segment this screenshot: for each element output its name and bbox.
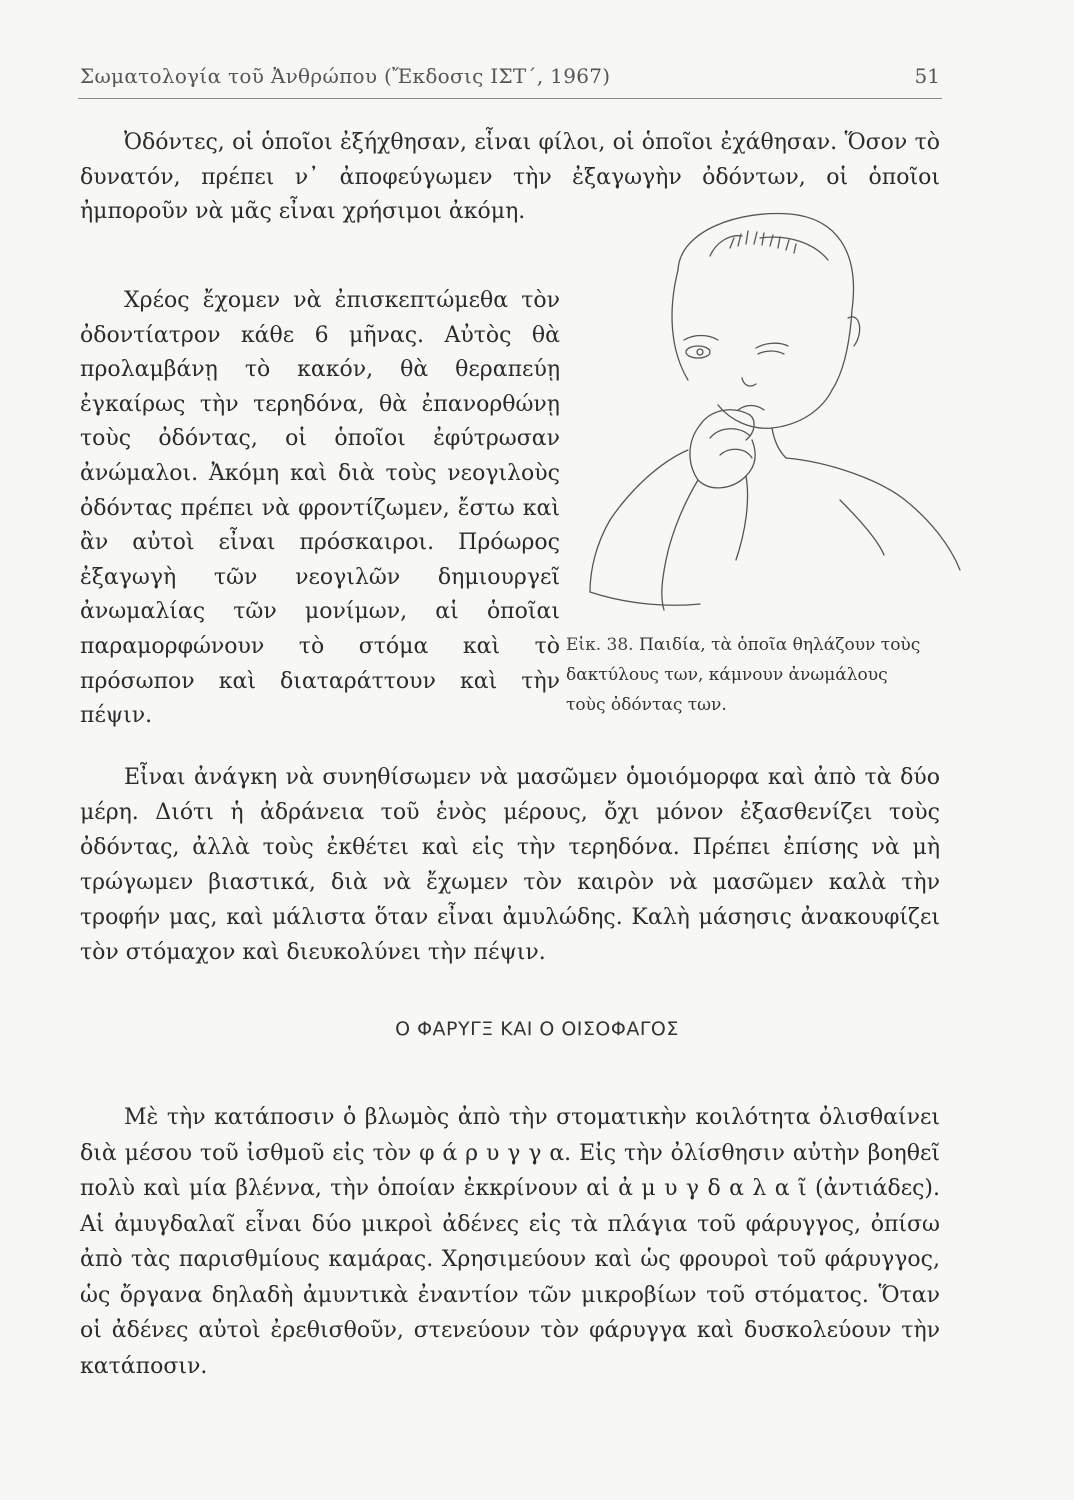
- paragraph-dentist-visits: Χρέος ἔχομεν νὰ ἐπισκεπτώμεθα τὸν ὀδοντίατρον κάθε 6 μῆνας. Αὐτὸς θὰ προλαμβάνῃ τὸ κακόν, θὰ θεραπεύῃ ἐγκαίρως τὴν τερηδόνα, θὰ ἐπανορθώνῃ τοὺς ὀδόντας, οἱ ὁποῖοι ἐφύτρωσαν ἀνώμαλοι. Ἀκόμη καὶ διὰ τοὺς νεογιλοὺς ὀδόντας πρέπει νὰ φροντίζωμεν, ἔστω καὶ ἂν αὐτοὶ εἶναι πρόσκαιροι. Πρόωρος ἐξαγωγὴ τῶν νεογιλῶν δημιουργεῖ ἀνωμαλίας τῶν μονίμων, αἱ ὁποῖαι παραμορφώνουν τὸ στόμα καὶ τὸ πρόσωπον καὶ διαταράττουν καὶ τὴν πέψιν.: [80, 288, 560, 729]
- page-number: 51: [914, 64, 940, 88]
- running-header: [80, 60, 940, 94]
- figure-caption-text: Παιδία, τὰ ὁποῖα θηλάζουν τοὺς δακτύλους των, κάμνουν ἀνωμάλους τοὺς ὀδόντας των.: [566, 635, 921, 715]
- figure-child-sucking-fingers: [560, 200, 980, 630]
- running-title: Σωματολογία τοῦ Ἀνθρώπου (Ἔκδοσις ΙΣΤ΄, 1967): [80, 64, 611, 88]
- section-heading: Ο ΦΑΡΥΓΞ ΚΑΙ Ο ΟΙΣΟΦΑΓΟΣ: [395, 1018, 679, 1040]
- figure-caption: [566, 630, 926, 720]
- paragraph-pharynx: Μὲ τὴν κατάποσιν ὁ βλωμὸς ἀπὸ τὴν στοματικὴν κοιλότητα ὀλισθαίνει διὰ μέσου τοῦ ἰσθμοῦ εἰς τὸν φ ά ρ υ γ γ α. Εἰς τὴν ὀλίσθησιν αὐτὴν βοηθεῖ πολὺ καὶ μία βλέννα, τὴν ὁποίαν ἐκκρίνουν αἱ ἀ μ υ γ δ α λ α ῖ (ἀντιάδες). Αἱ ἀμυγδαλαῖ εἶναι δύο μικροὶ ἀδένες εἰς τὰ πλάγια τοῦ φάρυγγος, ὀπίσω ἀπὸ τὰς παρισθμίους καμάρας. Χρησιμεύουν καὶ ὡς φρουροὶ τοῦ φάρυγγος, ὡς ὄργανα δηλαδὴ ἀμυντικὰ ἐναντίον τῶν μικροβίων τοῦ στόματος. Ὅταν οἱ ἀδένες αὐτοὶ ἐρεθισθοῦν, στενεύουν τὸν φάρυγγα καὶ δυσκολεύουν τὴν κατάποσιν.: [80, 1105, 940, 1379]
- paragraph-extracted-teeth: Ὀδόντες, οἱ ὁποῖοι ἐξήχθησαν, εἶναι φίλοι, οἱ ὁποῖοι ἐχάθησαν. Ὅσον τὸ δυνατόν, πρέπει ν᾽ ἀποφεύγωμεν τὴν ἐξαγωγὴν ὀδόντων, οἱ ὁποῖοι ἠμποροῦν νὰ μᾶς εἶναι χρήσιμοι ἀκόμη.: [80, 130, 940, 225]
- header-rule: [78, 98, 942, 99]
- child-illustration: [560, 200, 980, 630]
- figure-number: Εἰκ. 38.: [566, 635, 634, 655]
- paragraph-chewing: Εἶναι ἀνάγκη νὰ συνηθίσωμεν νὰ μασῶμεν ὁμοιόμορφα καὶ ἀπὸ τὰ δύο μέρη. Διότι ἡ ἀδράνεια τοῦ ἑνὸς μέρους, ὄχι μόνον ἐξασθενίζει τοὺς ὀδόντας, ἀλλὰ τοὺς ἐκθέτει καὶ εἰς τὴν τερηδόνα. Πρέπει ἐπίσης νὰ μὴ τρώγωμεν βιαστικά, διὰ νὰ ἔχωμεν τὸν καιρὸν νὰ μασῶμεν καλὰ τὴν τροφήν μας, καὶ μάλιστα ὅταν εἶναι ἀμυλώδης. Καλὴ μάσησις ἀνακουφίζει τὸν στόμαχον καὶ διευκολύνει τὴν πέψιν.: [80, 765, 940, 965]
